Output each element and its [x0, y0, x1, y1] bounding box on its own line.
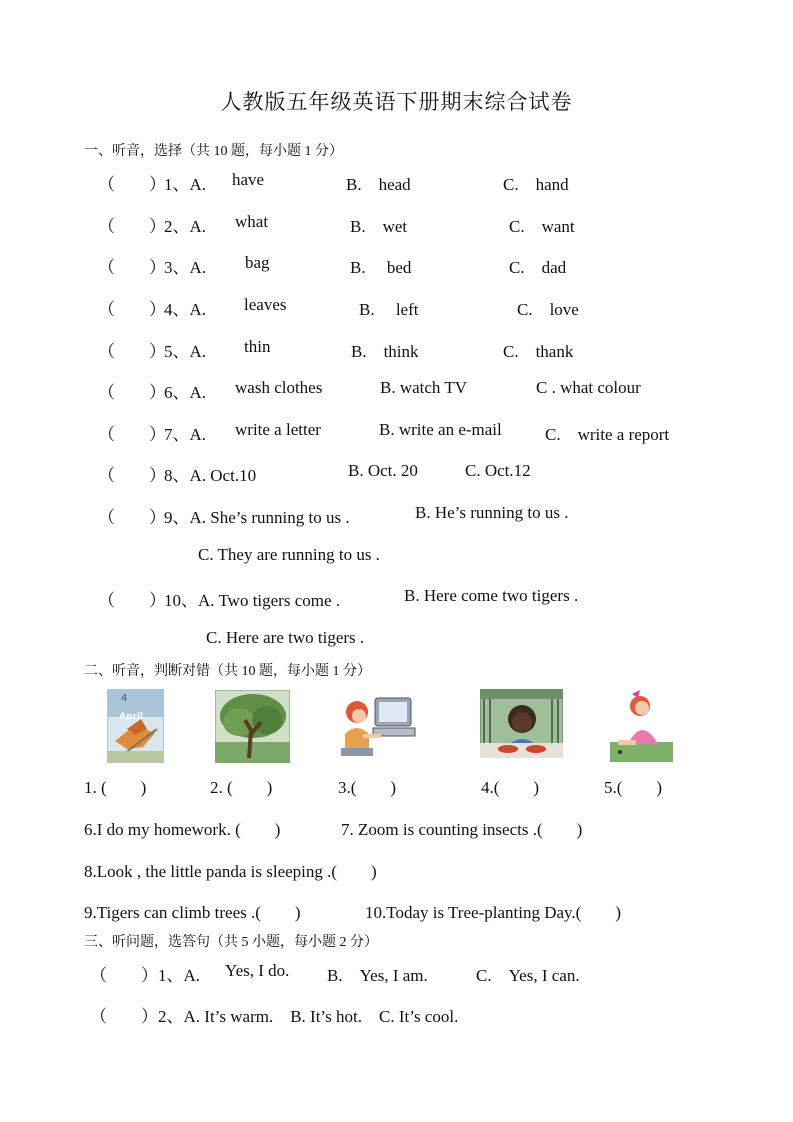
question-number: 4、A. — [164, 300, 207, 319]
question-number: 6、A. — [164, 383, 207, 402]
option-c: C. They are running to us . — [198, 545, 380, 564]
option-a: have — [232, 170, 265, 189]
answer-blank[interactable]: （ ） — [98, 175, 166, 194]
answer-blank[interactable]: （ ） — [98, 425, 166, 444]
page-title: 人教版五年级英语下册期末综合试卷 — [220, 90, 573, 114]
question-number: 3、A. — [164, 258, 207, 277]
statement-7[interactable]: 7. Zoom is counting insects .( ) — [341, 820, 583, 839]
option-b: B. He’s running to us . — [415, 503, 569, 522]
answer-blank[interactable]: （ ） — [98, 466, 166, 485]
option-b: B. bed — [350, 258, 412, 277]
answer-blank[interactable]: （ ） — [98, 508, 166, 527]
option-b: B. Here come two tigers . — [404, 586, 579, 605]
option-b: B. Oct. 20 — [348, 461, 418, 480]
option-a: write a letter — [235, 420, 321, 439]
question-number: 10、A. Two tigers come . — [164, 591, 341, 610]
option-a: what — [235, 212, 269, 231]
boy-at-window-picture — [480, 689, 563, 758]
statement-6[interactable]: 6.I do my homework. ( ) — [84, 820, 281, 839]
picture-answer-5[interactable]: 5.( ) — [604, 778, 663, 797]
option-b: B. think — [351, 342, 419, 361]
option-c: C. Yes, I can. — [476, 966, 580, 985]
answer-blank[interactable]: （ ） — [98, 591, 166, 610]
option-c: C. hand — [503, 175, 569, 194]
option-c: C . what colour — [536, 378, 641, 397]
statement-8[interactable]: 8.Look , the little panda is sleeping .( ) — [84, 862, 377, 881]
picture-answer-2[interactable]: 2. ( ) — [210, 778, 273, 797]
question-number: 1、A. — [158, 966, 201, 985]
option-b: B. write an e-mail — [379, 420, 502, 439]
option-b: B. left — [359, 300, 419, 319]
option-c: C. dad — [509, 258, 567, 277]
svg-text:4: 4 — [121, 693, 128, 704]
option-b: B. wet — [350, 217, 408, 236]
question-number: 2、A. — [164, 217, 207, 236]
tree-picture — [215, 690, 290, 763]
statement-10[interactable]: 10.Today is Tree-planting Day.( ) — [365, 903, 621, 922]
picture-answer-4[interactable]: 4.( ) — [481, 778, 540, 797]
calendar-label: April — [119, 712, 144, 722]
answer-blank[interactable]: （ ） — [98, 300, 166, 319]
question-number: 1、A. — [164, 175, 207, 194]
section3-heading: 三、听问题，选答句（共 5 小题，每小题 2 分） — [84, 935, 378, 950]
option-a: thin — [244, 337, 271, 356]
option-c: C. write a report — [545, 425, 670, 444]
option-b: B. Yes, I am. — [327, 966, 428, 985]
girl-at-computer-picture — [335, 692, 419, 762]
section1-heading: 一、听音，选择（共 10 题，每小题 1 分） — [84, 144, 343, 159]
answer-blank[interactable]: （ ） — [90, 966, 158, 985]
answer-blank[interactable]: （ ） — [98, 217, 166, 236]
option-c: C. love — [517, 300, 579, 319]
answer-blank[interactable]: （ ） — [98, 342, 166, 361]
answer-blank[interactable]: （ ） — [98, 258, 166, 277]
option-a: wash clothes — [235, 378, 323, 397]
girl-counting-insects-picture — [610, 686, 673, 762]
picture-answer-1[interactable]: 1. ( ) — [84, 778, 147, 797]
statement-9[interactable]: 9.Tigers can climb trees .( ) — [84, 903, 301, 922]
option-b: B. watch TV — [380, 378, 468, 397]
option-a: leaves — [244, 295, 287, 314]
section2-heading: 二、听音，判断对错（共 10 题，每小题 1 分） — [84, 664, 371, 679]
option-a: bag — [245, 253, 270, 272]
question-number: 9、A. She’s running to us . — [164, 508, 350, 527]
option-a: Yes, I do. — [225, 961, 290, 980]
question-number: 8、A. Oct.10 — [164, 466, 257, 485]
option-c: C. want — [509, 217, 575, 236]
answer-blank[interactable]: （ ） — [98, 383, 166, 402]
option-c: C. thank — [503, 342, 574, 361]
answer-blank[interactable]: （ ） — [90, 1007, 158, 1026]
question-line: 2、A. It’s warm. B. It’s hot. C. It’s cool. — [158, 1007, 459, 1026]
option-c: C. Here are two tigers . — [206, 628, 365, 647]
question-number: 5、A. — [164, 342, 207, 361]
option-b: B. head — [346, 175, 411, 194]
picture-answer-3[interactable]: 3.( ) — [338, 778, 397, 797]
option-c: C. Oct.12 — [465, 461, 531, 480]
april-calendar-picture — [107, 689, 164, 763]
question-number: 7、A. — [164, 425, 207, 444]
